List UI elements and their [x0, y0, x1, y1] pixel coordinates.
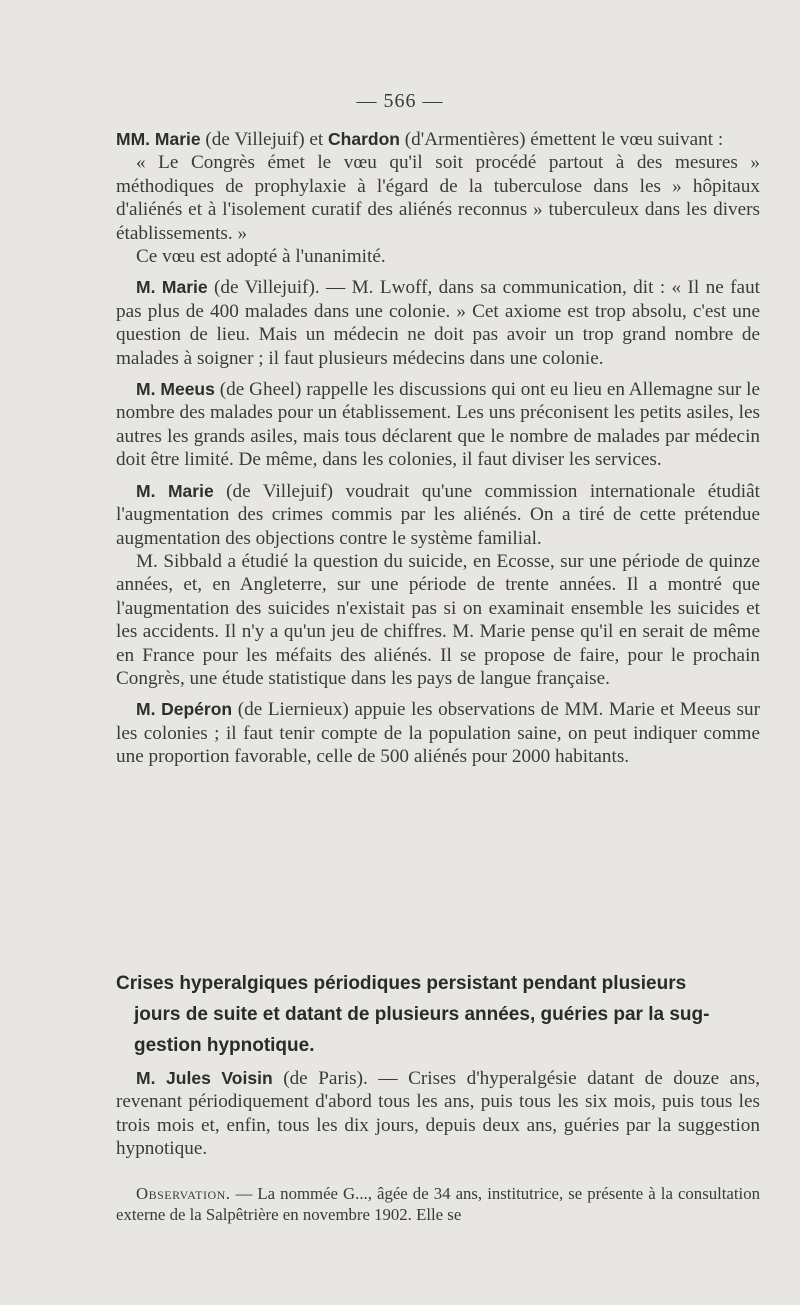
heading-line-3: gestion hypnotique.	[134, 1035, 315, 1056]
paragraph-1	[116, 128, 760, 151]
observation-paragraph	[116, 1184, 760, 1225]
paragraph-4	[116, 276, 760, 370]
heading-line-2: jours de suite et datant de plusieurs années, guéries par la sug-	[134, 1004, 710, 1025]
speaker-name: M. Jules Voisin	[136, 1068, 273, 1088]
observation-text	[116, 1184, 760, 1225]
paragraph-text: (de Villejuif) voudrait qu'une commission internationale étudiât l'augmentation des crimes commis par les aliénés. On a tiré de cette prétendue augmentation des objections contre le système familial.	[116, 480, 760, 549]
paragraph-3: Ce vœu est adopté à l'unanimité.	[136, 246, 386, 268]
heading-line-1: Crises hyperalgiques périodiques persistant pendant plusieurs	[116, 973, 687, 994]
speaker-name: M. Marie	[136, 480, 214, 501]
discussion-text	[116, 128, 760, 769]
speaker-name-2: Chardon	[328, 129, 400, 149]
speaker-name: M. Meeus	[136, 379, 215, 400]
paragraph-text: (de Paris). — Crises d'hyperalgésie datant de douze ans, revenant périodiquement d'abord tous les ans, puis tous les six mois, puis tous les trois mois et, enfin, tous les dix jours, depuis deux ans, guéries par la suggestion hypnotique.	[116, 1068, 761, 1160]
voisin-paragraph	[116, 1067, 760, 1161]
paragraph-text: (de Gheel) rappelle les discussions qui ont eu lieu en Allemagne sur le nombre des malades pour un établissement. Les uns préconisent les petits asiles, les autres les grands asiles, mais tous déclarent que le nombre de malades par médecin doit être limité. De même, dans les colonies, il faut diviser les services.	[116, 379, 760, 471]
paragraph-6	[116, 480, 760, 550]
speaker-name: M. Marie	[136, 277, 208, 298]
speaker-name: MM. Marie	[116, 129, 201, 149]
section-heading	[116, 968, 766, 1061]
page-number: — 566 —	[356, 90, 444, 112]
observation-label: Observation.	[136, 1184, 231, 1203]
speaker-name: M. Depéron	[136, 699, 233, 720]
paragraph-8	[116, 698, 760, 768]
paragraph-text: (de Liernieux) appuie les observations de MM. Marie et Meeus sur les colonies ; il faut tenir compte de la population saine, on peut indiquer comme une proportion favorable, celle de 500 aliénés pour 2000 habitants.	[116, 699, 761, 768]
speaker-place: (de Villejuif) et	[205, 129, 324, 150]
observation-body: — La nommée G..., âgée de 34 ans, institutrice, se présente à la consultation externe de la Salpêtrière en novembre 1902. Elle se	[116, 1184, 760, 1224]
paragraph-5	[116, 378, 760, 472]
paragraph-7: M. Sibbald a étudié la question du suicide, en Ecosse, sur une période de quinze années, et, en Angleterre, sur une période de trente années. Il a montré que l'augmentation des suicides n'existait pas si on examinait ensemble les suicides et les accidents. Il n'y a qu'un jeu de chiffres. M. Marie pense qu'il en serait de même en France pour les méfaits des aliénés. Il se propose de faire, pour le prochain Congrès, une étude statistique dans les pays de langue française.	[116, 550, 760, 689]
paragraph-text: (de Villejuif). — M. Lwoff, dans sa communication, dit : « Il ne faut pas plus de 400 malades dans une colonie. » Cet axiome est trop absolu, c'est une question de lieu. Mais un médecin ne doit pas avoir un trop grand nombre de malades à soigner ; il faut plusieurs médecins dans une colonie.	[116, 277, 760, 369]
paragraph-2: « Le Congrès émet le vœu qu'il soit procédé partout à des mesures » méthodiques de prophylaxie à l'égard de la tuberculose dans les » hôpitaux d'aliénés et à l'isolement curatif des aliénés reconnus » tuberculeux dans les divers établissements. »	[116, 152, 760, 244]
voisin-text	[116, 1067, 760, 1161]
paragraph-text: (d'Armentières) émettent le vœu suivant :	[404, 129, 724, 150]
